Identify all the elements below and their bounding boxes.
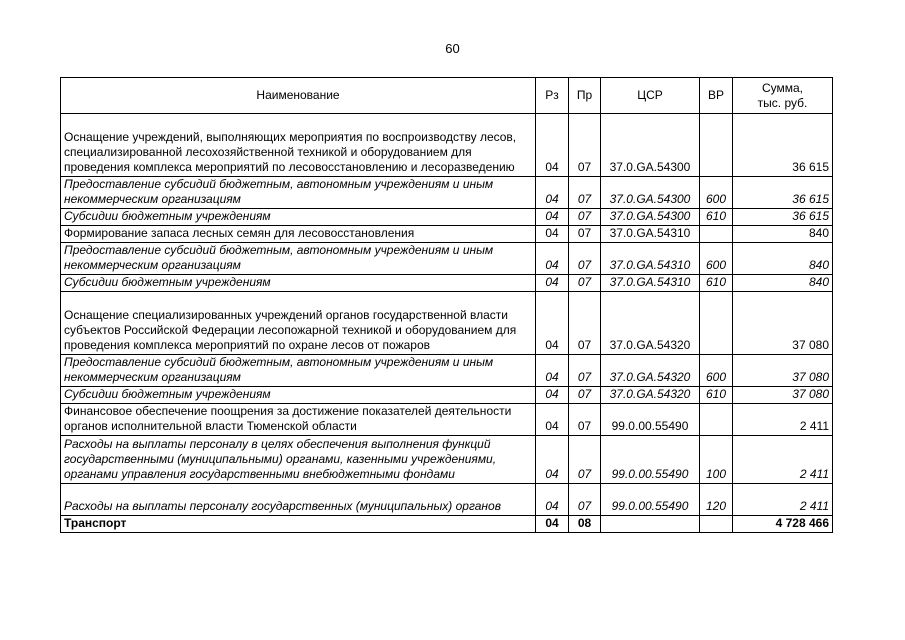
cell-name: Транспорт <box>61 516 536 533</box>
cell-vr: 610 <box>700 209 733 226</box>
cell-csr: 37.0.GA.54300 <box>601 177 700 209</box>
header-sum-line2: тыс. руб. <box>757 95 808 110</box>
table-row <box>61 243 833 275</box>
cell-sum: 36 615 <box>733 209 833 226</box>
table-row <box>61 114 833 177</box>
cell-csr: 99.0.00.55490 <box>601 404 700 436</box>
header-sum-line1: Сумма, <box>761 80 804 95</box>
cell-csr: 37.0.GA.54320 <box>601 387 700 404</box>
cell-pr: 07 <box>569 484 601 516</box>
cell-csr: 37.0.GA.54320 <box>601 292 700 355</box>
cell-rz: 04 <box>536 516 569 533</box>
cell-pr: 07 <box>569 209 601 226</box>
cell-pr: 07 <box>569 275 601 292</box>
budget-table <box>60 77 833 533</box>
cell-name: Расходы на выплаты персоналу государственных (муниципальных) органов <box>61 484 536 516</box>
cell-pr: 07 <box>569 387 601 404</box>
cell-pr: 07 <box>569 177 601 209</box>
cell-pr: 07 <box>569 114 601 177</box>
cell-rz: 04 <box>536 404 569 436</box>
cell-rz: 04 <box>536 114 569 177</box>
cell-vr: 120 <box>700 484 733 516</box>
cell-name: Предоставление субсидий бюджетным, автономным учреждениям и иным некоммерческим организациям <box>61 243 536 275</box>
cell-sum: 36 615 <box>733 177 833 209</box>
cell-name: Предоставление субсидий бюджетным, автономным учреждениям и иным некоммерческим организациям <box>61 355 536 387</box>
cell-vr <box>700 292 733 355</box>
cell-pr: 07 <box>569 243 601 275</box>
cell-rz: 04 <box>536 177 569 209</box>
cell-vr: 600 <box>700 177 733 209</box>
cell-vr: 610 <box>700 275 733 292</box>
cell-pr: 07 <box>569 292 601 355</box>
table-row <box>61 226 833 243</box>
cell-vr: 600 <box>700 243 733 275</box>
cell-sum: 37 080 <box>733 387 833 404</box>
cell-name: Расходы на выплаты персоналу в целях обеспечения выполнения функций государственными (муниципальными) органами, казенными учреждениями, органами управления государственными внебюджетными фондами <box>61 436 536 484</box>
cell-name: Оснащение специализированных учреждений органов государственной власти субъектов Российской Федерации лесопожарной техникой и оборудованием для проведения комплекса мероприятий по охране лесов от пожаров <box>61 292 536 355</box>
header-vr: ВР <box>700 78 733 114</box>
cell-rz: 04 <box>536 484 569 516</box>
header-csr: ЦСР <box>601 78 700 114</box>
cell-name: Оснащение учреждений, выполняющих мероприятия по воспроизводству лесов, специализированной лесохозяйственной техникой и оборудованием для проведения комплекса мероприятий по лесовосстановлению и лесоразведению <box>61 114 536 177</box>
cell-csr <box>601 516 700 533</box>
cell-csr: 37.0.GA.54300 <box>601 114 700 177</box>
table-row <box>61 387 833 404</box>
cell-sum: 840 <box>733 275 833 292</box>
cell-sum: 37 080 <box>733 292 833 355</box>
cell-vr: 600 <box>700 355 733 387</box>
cell-pr: 07 <box>569 355 601 387</box>
page-number: 60 <box>445 41 460 56</box>
cell-csr: 37.0.GA.54300 <box>601 209 700 226</box>
table-row <box>61 355 833 387</box>
cell-vr <box>700 404 733 436</box>
cell-name: Субсидии бюджетным учреждениям <box>61 387 536 404</box>
cell-rz: 04 <box>536 226 569 243</box>
cell-name: Формирование запаса лесных семян для лесовосстановления <box>61 226 536 243</box>
table-row <box>61 484 833 516</box>
cell-name: Субсидии бюджетным учреждениям <box>61 209 536 226</box>
cell-rz: 04 <box>536 275 569 292</box>
cell-sum: 2 411 <box>733 484 833 516</box>
cell-sum: 4 728 466 <box>733 516 833 533</box>
cell-vr: 100 <box>700 436 733 484</box>
header-sum <box>733 78 833 114</box>
table-row <box>61 516 833 533</box>
cell-csr: 99.0.00.55490 <box>601 436 700 484</box>
cell-sum: 2 411 <box>733 436 833 484</box>
cell-rz: 04 <box>536 355 569 387</box>
header-pr: Пр <box>569 78 601 114</box>
cell-rz: 04 <box>536 387 569 404</box>
cell-sum: 840 <box>733 226 833 243</box>
cell-csr: 37.0.GA.54310 <box>601 226 700 243</box>
cell-csr: 37.0.GA.54310 <box>601 243 700 275</box>
cell-sum: 840 <box>733 243 833 275</box>
table-row <box>61 436 833 484</box>
header-name: Наименование <box>61 78 536 114</box>
cell-pr: 07 <box>569 436 601 484</box>
cell-sum: 37 080 <box>733 355 833 387</box>
table-row <box>61 209 833 226</box>
cell-name: Субсидии бюджетным учреждениям <box>61 275 536 292</box>
header-rz: Рз <box>536 78 569 114</box>
cell-rz: 04 <box>536 243 569 275</box>
cell-csr: 37.0.GA.54320 <box>601 355 700 387</box>
cell-pr: 07 <box>569 404 601 436</box>
cell-vr: 610 <box>700 387 733 404</box>
cell-rz: 04 <box>536 292 569 355</box>
table-row <box>61 404 833 436</box>
cell-sum: 2 411 <box>733 404 833 436</box>
cell-rz: 04 <box>536 209 569 226</box>
cell-name: Предоставление субсидий бюджетным, автономным учреждениям и иным некоммерческим организациям <box>61 177 536 209</box>
table-row <box>61 177 833 209</box>
cell-pr: 08 <box>569 516 601 533</box>
table-row <box>61 275 833 292</box>
cell-vr <box>700 226 733 243</box>
table-header-row <box>61 78 833 114</box>
cell-csr: 99.0.00.55490 <box>601 484 700 516</box>
cell-pr: 07 <box>569 226 601 243</box>
cell-rz: 04 <box>536 436 569 484</box>
cell-vr <box>700 516 733 533</box>
cell-csr: 37.0.GA.54310 <box>601 275 700 292</box>
cell-sum: 36 615 <box>733 114 833 177</box>
cell-name: Финансовое обеспечение поощрения за достижение показателей деятельности органов исполнительной власти Тюменской области <box>61 404 536 436</box>
table-row <box>61 292 833 355</box>
cell-vr <box>700 114 733 177</box>
